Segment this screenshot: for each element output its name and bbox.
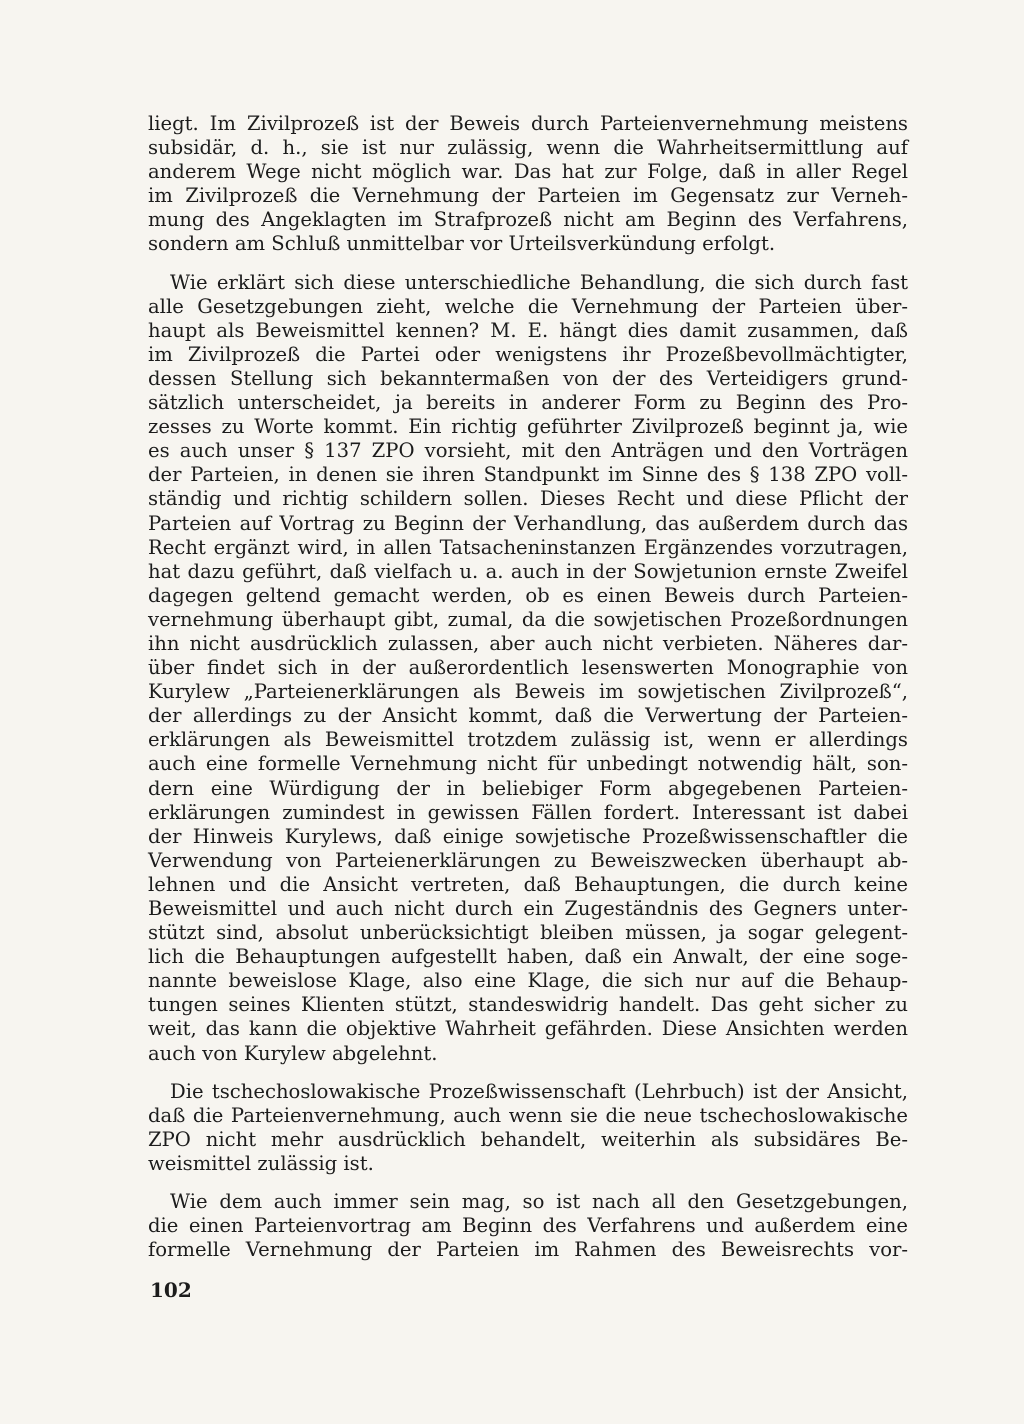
paragraph (148, 112, 908, 257)
text-line: der Hinweis Kurylews, daß einige sowjetische Prozeßwissenschaftler die (148, 824, 908, 848)
text-line: haupt als Beweismittel kennen? M. E. hängt dies damit zusammen, daß (148, 318, 908, 342)
text-line: ZPO nicht mehr ausdrücklich behandelt, weiterhin als subsidäres Be- (148, 1127, 908, 1151)
paragraph (148, 271, 908, 1066)
text-line: Parteien auf Vortrag zu Beginn der Verhandlung, das außerdem durch das (148, 511, 908, 535)
paragraph (148, 1190, 908, 1262)
text-line: erklärungen zumindest in gewissen Fällen fordert. Interessant ist dabei (148, 800, 908, 824)
text-line: lehnen und die Ansicht vertreten, daß Behauptungen, die durch keine (148, 872, 908, 896)
text-line: mung des Angeklagten im Strafprozeß nicht am Beginn des Verfahrens, (148, 208, 908, 232)
text-line: Kurylew „Parteienerklärungen als Beweis im sowjetischen Zivilprozeß“, (148, 680, 908, 704)
text-line: ständig und richtig schildern sollen. Dieses Recht und diese Pflicht der (148, 487, 908, 511)
text-line: die einen Parteienvortrag am Beginn des Verfahrens und außerdem eine (148, 1214, 908, 1238)
text-line: Wie erklärt sich diese unterschiedliche Behandlung, die sich durch fast (170, 270, 908, 294)
page-number: 102 (150, 1278, 192, 1302)
text-line: Die tschechoslowakische Prozeßwissenschaft (Lehrbuch) ist der Ansicht, (170, 1079, 908, 1103)
page-body (148, 112, 908, 1276)
text-line: es auch unser § 137 ZPO vorsieht, mit den Anträgen und den Vorträgen (148, 439, 908, 463)
text-line: im Zivilprozeß die Partei oder wenigstens ihr Prozeßbevollmächtigter, (148, 342, 908, 366)
text-line: Beweismittel und auch nicht durch ein Zugeständnis des Gegners unter- (148, 897, 908, 920)
text-line: sondern am Schluß unmittelbar vor Urteilsverkündung erfolgt. (148, 232, 776, 256)
paragraph (148, 1080, 908, 1176)
text-line: erklärungen als Beweismittel trotzdem zulässig ist, wenn er allerdings (148, 728, 908, 752)
text-line: liegt. Im Zivilprozeß ist der Beweis durch Parteienvernehmung meistens (148, 112, 908, 135)
text-line: weismittel zulässig ist. (148, 1151, 374, 1175)
text-line: formelle Vernehmung der Parteien im Rahmen des Beweisrechts vor- (148, 1238, 908, 1262)
text-line: zesses zu Worte kommt. Ein richtig geführter Zivilprozeß beginnt ja, wie (148, 415, 908, 439)
text-line: über findet sich in der außerordentlich lesenswerten Monographie von (148, 656, 908, 680)
text-line: im Zivilprozeß die Vernehmung der Parteien im Gegensatz zur Verneh- (148, 184, 908, 208)
text-line: Wie dem auch immer sein mag, so ist nach all den Gesetzgebungen, (170, 1190, 908, 1214)
text-line: dern eine Würdigung der in beliebiger Form abgegebenen Parteien- (148, 776, 908, 800)
text-line: Recht ergänzt wird, in allen Tatsacheninstanzen Ergänzendes vorzutragen, (148, 535, 908, 559)
text-line: der Parteien, in denen sie ihren Standpunkt im Sinne des § 138 ZPO voll- (148, 463, 908, 487)
text-line: weit, das kann die objektive Wahrheit gefährden. Diese Ansichten werden (148, 1017, 908, 1041)
text-line: dessen Stellung sich bekanntermaßen von der des Verteidigers grund- (148, 366, 908, 390)
text-line: vernehmung überhaupt gibt, zumal, da die sowjetischen Prozeßordnungen (148, 607, 908, 631)
text-line: auch von Kurylew abgelehnt. (148, 1041, 438, 1065)
text-line: auch eine formelle Vernehmung nicht für unbedingt notwendig hält, son- (148, 752, 908, 776)
text-line: dagegen geltend gemacht werden, ob es einen Beweis durch Parteien- (148, 583, 908, 607)
text-line: tungen seines Klienten stützt, standeswidrig handelt. Das geht sicher zu (148, 993, 908, 1017)
text-line: subsidär, d. h., sie ist nur zulässig, wenn die Wahrheitsermittlung auf (148, 136, 908, 160)
text-line: sätzlich unterscheidet, ja bereits in anderer Form zu Beginn des Pro- (148, 391, 908, 415)
text-line: daß die Parteienvernehmung, auch wenn sie die neue tschechoslowakische (148, 1103, 908, 1127)
text-line: Verwendung von Parteienerklärungen zu Beweiszwecken überhaupt ab- (148, 848, 908, 872)
text-line: anderem Wege nicht möglich war. Das hat zur Folge, daß in aller Regel (148, 160, 908, 184)
text-line: lich die Behauptungen aufgestellt haben, daß ein Anwalt, der eine soge- (148, 945, 908, 969)
text-line: alle Gesetzgebungen zieht, welche die Vernehmung der Parteien über- (148, 294, 908, 318)
text-line: stützt sind, absolut unberücksichtigt bleiben müssen, ja sogar gelegent- (148, 921, 908, 945)
text-line: hat dazu geführt, daß vielfach u. a. auch in der Sowjetunion ernste Zweifel (148, 559, 908, 583)
text-line: ihn nicht ausdrücklich zulassen, aber auch nicht verbieten. Näheres dar- (148, 631, 908, 655)
text-line: der allerdings zu der Ansicht kommt, daß die Verwertung der Parteien- (148, 704, 908, 728)
text-line: nannte beweislose Klage, also eine Klage, die sich nur auf die Behaup- (148, 969, 908, 993)
